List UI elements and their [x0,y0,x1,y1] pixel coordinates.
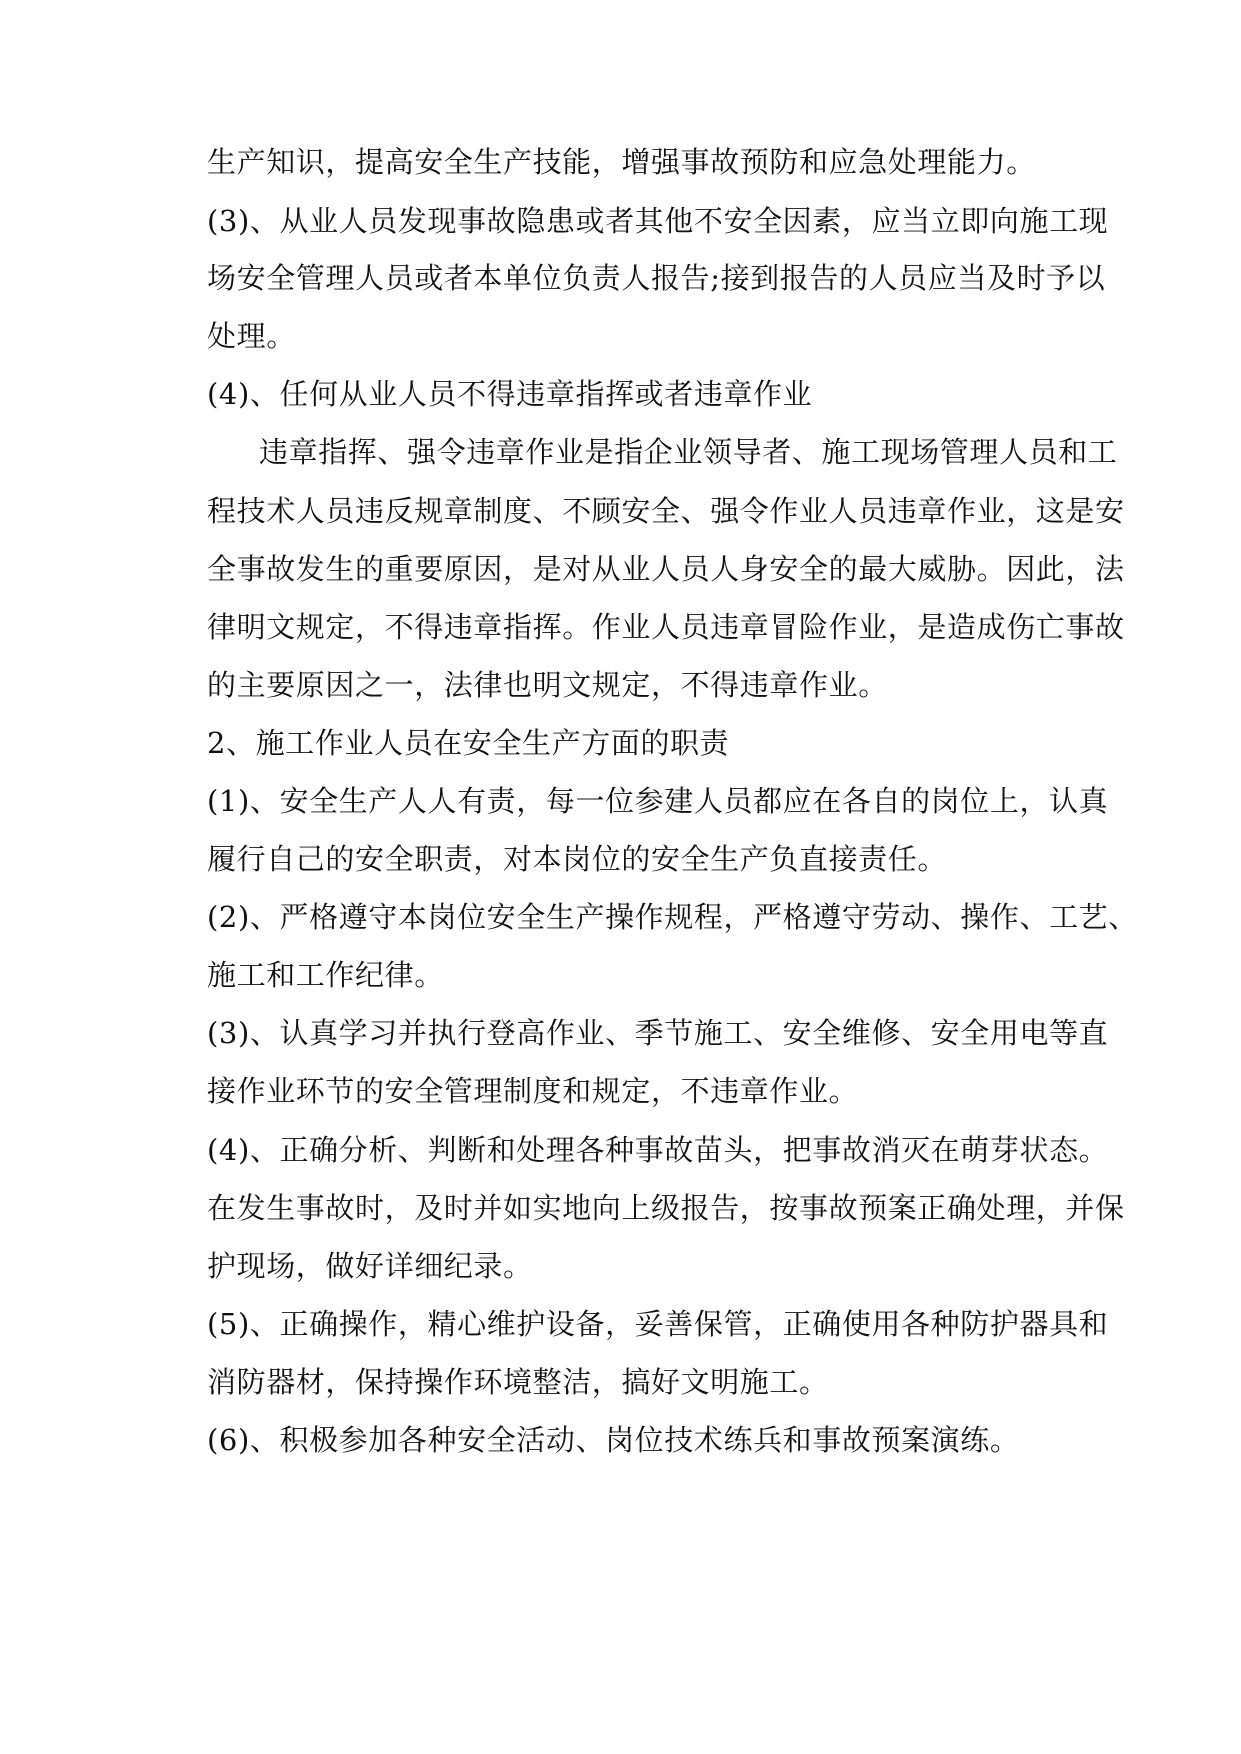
text-line: 消防器材，保持操作环境整洁，搞好文明施工。 [207,1365,829,1399]
text-line: 护现场，做好详细纪录。 [207,1249,533,1283]
text-line: (1)、安全生产人人有责，每一位参建人员都应在各自的岗位上，认真 [207,784,1109,818]
text-line: 履行自己的安全职责，对本岗位的安全生产负直接责任。 [207,842,948,876]
text-line: 在发生事故时，及时并如实地向上级报告，按事故预案正确处理，并保 [207,1191,1125,1225]
text-line: (2)、严格遵守本岗位安全生产操作规程，严格遵守劳动、操作、工艺、 [207,900,1138,934]
text-line: 2、施工作业人员在安全生产方面的职责 [207,726,730,760]
text-line: (3)、认真学习并执行登高作业、季节施工、安全维修、安全用电等直 [207,1016,1109,1050]
text-line: 律明文规定，不得违章指挥。作业人员违章冒险作业，是造成伤亡事故 [207,610,1125,644]
text-line: 接作业环节的安全管理制度和规定，不违章作业。 [207,1074,859,1108]
text-line: 场安全管理人员或者本单位负责人报告;接到报告的人员应当及时予以 [207,261,1106,295]
text-line: 全事故发生的重要原因，是对从业人员人身安全的最大威胁。因此，法 [207,552,1125,586]
text-line: 处理。 [207,319,296,353]
text-line: (6)、积极参加各种安全活动、岗位技术练兵和事故预案演练。 [207,1423,1020,1457]
text-line: (5)、正确操作，精心维护设备，妥善保管，正确使用各种防护器具和 [207,1307,1109,1341]
text-line: (3)、从业人员发现事故隐患或者其他不安全因素，应当立即向施工现 [207,204,1109,238]
text-line: 的主要原因之一，法律也明文规定，不得违章作业。 [207,668,888,702]
text-line: 施工和工作纪律。 [207,958,444,992]
text-line: (4)、任何从业人员不得违章指挥或者违章作业 [207,377,813,411]
text-line: (4)、正确分析、判断和处理各种事故苗头，把事故消灭在萌芽状态。 [207,1133,1109,1167]
text-line: 生产知识，提高安全生产技能，增强事故预防和应急处理能力。 [207,145,1036,179]
text-line: 程技术人员违反规章制度、不顾安全、强令作业人员违章作业，这是安 [207,494,1125,528]
text-line: 违章指挥、强令违章作业是指企业领导者、施工现场管理人员和工 [259,435,1118,469]
